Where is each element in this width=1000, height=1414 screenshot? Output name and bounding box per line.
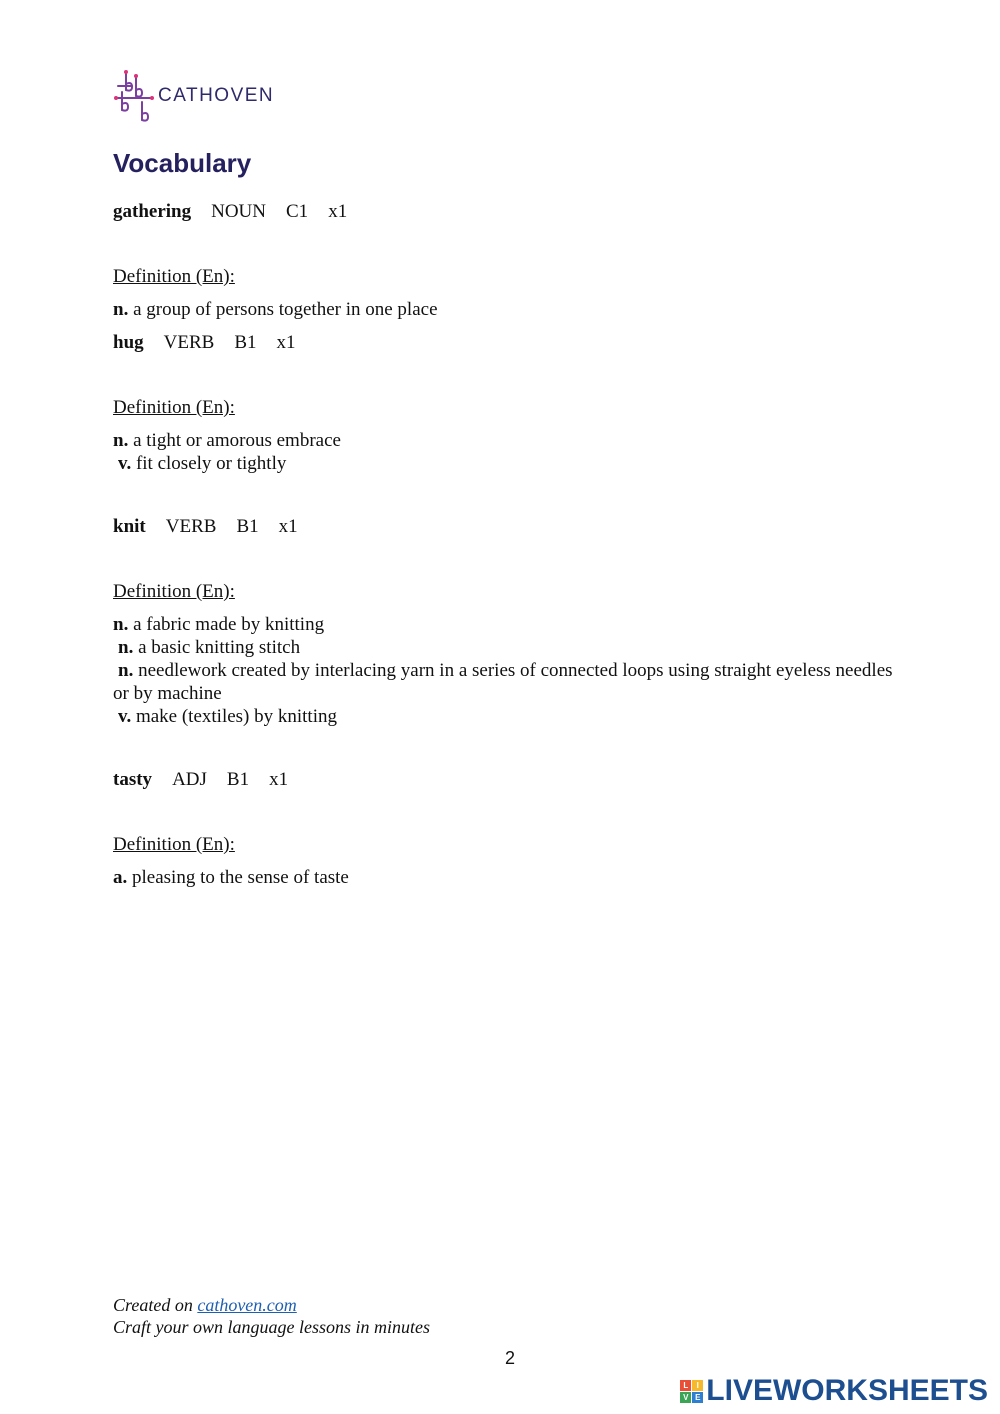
definition-text: make (textiles) by knitting bbox=[135, 706, 337, 727]
definition-abbr: n. bbox=[113, 614, 129, 635]
definition-label: Definition (En): bbox=[113, 397, 235, 418]
cathoven-logo-mark-icon bbox=[112, 68, 156, 124]
watermark-text: LIVEWORKSHEETS bbox=[706, 1374, 988, 1407]
entry-level: B1 bbox=[226, 769, 250, 790]
vocab-entry bbox=[113, 331, 913, 475]
vocab-entry bbox=[113, 515, 913, 728]
definition-label: Definition (En): bbox=[113, 266, 235, 287]
definition-abbr: n. bbox=[118, 660, 134, 681]
entry-count: x1 bbox=[278, 516, 298, 537]
entry-header bbox=[113, 515, 913, 539]
cathoven-link[interactable]: cathoven.com bbox=[197, 1295, 297, 1315]
entry-pos: VERB bbox=[165, 516, 217, 537]
created-on-line bbox=[113, 1294, 430, 1316]
entry-level: C1 bbox=[286, 201, 309, 222]
entry-level: B1 bbox=[236, 516, 259, 537]
entry-header bbox=[113, 200, 913, 224]
definition-abbr: v. bbox=[118, 453, 132, 474]
vocab-entry bbox=[113, 768, 913, 889]
liveworksheets-logo-icon bbox=[680, 1380, 703, 1403]
definition-list bbox=[113, 613, 913, 728]
entry-level: B1 bbox=[234, 332, 257, 353]
definition-list bbox=[113, 429, 913, 475]
definition-label: Definition (En): bbox=[113, 581, 235, 602]
liveworksheets-watermark bbox=[680, 1374, 988, 1408]
definition-text: fit closely or tightly bbox=[135, 453, 287, 474]
definition-abbr: n. bbox=[113, 430, 129, 451]
definition-abbr: n. bbox=[113, 299, 129, 320]
entry-count: x1 bbox=[276, 332, 296, 353]
definition-text: a tight or amorous embrace bbox=[133, 430, 341, 451]
definition-text: needlework created by interlacing yarn in a series of connected loops using straight eyeless needles or by machine bbox=[113, 660, 893, 704]
definition-list bbox=[113, 298, 913, 321]
entry-word: gathering bbox=[113, 201, 192, 222]
entry-count: x1 bbox=[269, 769, 289, 790]
definition-line bbox=[113, 636, 913, 659]
entry-header bbox=[113, 768, 913, 792]
definition-line bbox=[113, 613, 913, 636]
created-on-label: Created on bbox=[113, 1295, 198, 1315]
definition-list bbox=[113, 866, 913, 889]
definition-text: a group of persons together in one place bbox=[133, 299, 438, 320]
definition-text: pleasing to the sense of taste bbox=[132, 867, 349, 888]
definition-line bbox=[113, 659, 913, 705]
entry-pos: NOUN bbox=[211, 201, 266, 222]
page-number: 2 bbox=[504, 1348, 515, 1368]
cathoven-logo bbox=[112, 68, 274, 124]
definition-abbr: v. bbox=[118, 706, 132, 727]
definition-line bbox=[113, 866, 913, 889]
definition-line bbox=[113, 452, 913, 475]
definition-line bbox=[113, 429, 913, 452]
entry-pos: VERB bbox=[163, 332, 215, 353]
entry-pos: ADJ bbox=[172, 769, 207, 790]
definition-text: a fabric made by knitting bbox=[133, 614, 325, 635]
definition-label: Definition (En): bbox=[113, 834, 235, 855]
logo-letter: L bbox=[680, 1380, 691, 1391]
entry-word: tasty bbox=[113, 769, 153, 790]
entry-count: x1 bbox=[328, 201, 348, 222]
logo-letter: I bbox=[692, 1380, 703, 1391]
logo-letter: V bbox=[680, 1392, 691, 1403]
page-title: Vocabulary bbox=[113, 148, 252, 178]
logo-letter: E bbox=[692, 1392, 703, 1403]
vocabulary-list bbox=[113, 200, 913, 889]
footer-tagline: Craft your own language lessons in minutes bbox=[113, 1317, 431, 1337]
entry-header bbox=[113, 331, 913, 355]
definition-abbr: n. bbox=[118, 637, 134, 658]
definition-line bbox=[113, 298, 913, 321]
definition-line bbox=[113, 705, 913, 728]
entry-word: hug bbox=[113, 332, 144, 353]
definition-text: a basic knitting stitch bbox=[138, 637, 301, 658]
page-footer bbox=[113, 1294, 430, 1338]
entry-word: knit bbox=[113, 516, 146, 537]
vocab-entry bbox=[113, 200, 913, 321]
definition-abbr: a. bbox=[113, 867, 128, 888]
brand-name: CATHOVEN bbox=[158, 85, 275, 106]
